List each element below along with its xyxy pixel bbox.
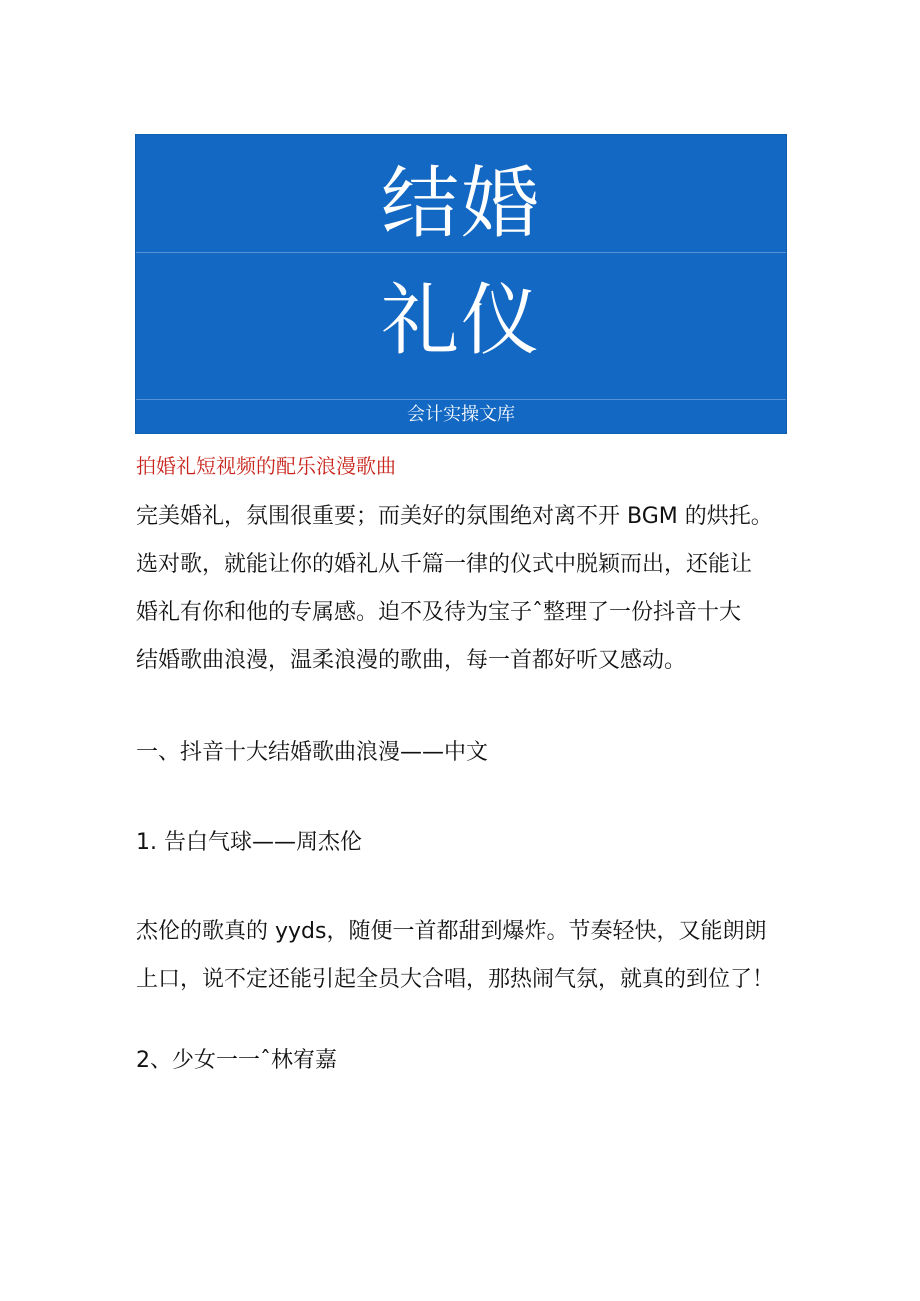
paragraph-line: 完美婚礼，氛围很重要；而美好的氛围绝对离不开 BGM 的烘托。: [136, 504, 773, 529]
paragraph-line: 杰伦的歌真的 yyds，随便一首都甜到爆炸。节奏轻快，又能朗朗: [136, 919, 767, 944]
intro-paragraph: [136, 493, 788, 685]
banner-divider: [136, 252, 786, 253]
song-title: 1. 告白气球——周杰伦: [136, 830, 362, 855]
song-description: [136, 908, 788, 1004]
paragraph-line: 选对歌，就能让你的婚礼从千篇一律的仪式中脱颖而出，还能让: [136, 552, 753, 577]
paragraph-line: 结婚歌曲浪漫，温柔浪漫的歌曲，每一首都好听又感动。: [136, 648, 687, 673]
paragraph-line: 上口，说不定还能引起全员大合唱，那热闹气氛，就真的到位了！: [136, 967, 775, 992]
article-heading: 拍婚礼短视频的配乐浪漫歌曲: [136, 454, 396, 478]
banner-subtitle: 会计实操文库: [407, 404, 515, 425]
paragraph-line: 婚礼有你和他的专属感。迫不及待为宝子ˆ整理了一份抖音十大: [136, 600, 742, 625]
banner-title-line2: 礼仪: [380, 276, 541, 366]
banner-divider: [136, 399, 786, 400]
section-heading: 一、抖音十大结婚歌曲浪漫——中文: [136, 740, 489, 765]
title-banner: [135, 134, 787, 434]
song-title: 2、少女一一ˆ林宥嘉: [136, 1048, 337, 1073]
banner-title-line1: 结婚: [380, 159, 541, 249]
